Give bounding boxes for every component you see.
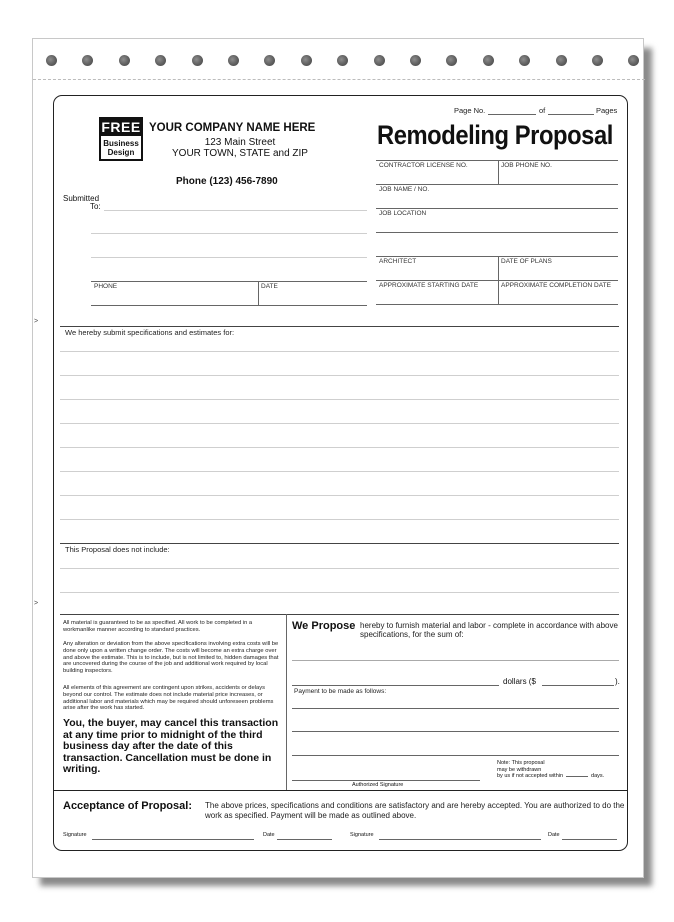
binding-hole	[119, 55, 130, 66]
buyer-date-field-1[interactable]	[277, 839, 332, 840]
spec-line[interactable]	[60, 447, 619, 448]
phone-date-divider	[258, 281, 259, 305]
logo-line-1: Business	[103, 139, 139, 148]
payment-field-1[interactable]	[292, 708, 619, 709]
not-include-rule	[60, 543, 619, 544]
payment-field-3[interactable]	[292, 755, 619, 756]
architect-field[interactable]	[376, 280, 618, 281]
form-sheet	[32, 38, 644, 878]
legal-para-3: All elements of this agreement are contingent upon strikes, accidents or delays beyond our control. The estimate does not include material price increases, or additional labor and materials which may be required should unforeseen problems arise after the work has started.	[63, 685, 274, 712]
note-line-3-text: by us if not accepted within	[497, 773, 564, 779]
proposal-form	[34, 95, 628, 851]
spec-line[interactable]	[60, 519, 619, 520]
binding-hole	[82, 55, 93, 66]
payment-label: Payment to be made as follows:	[294, 688, 387, 695]
legal-para-1: All material is guaranteed to be as specified. All work to be completed in a workmanlike manner according to standard practices.	[63, 620, 253, 633]
job-location-label: JOB LOCATION	[379, 210, 427, 217]
binding-hole	[46, 55, 57, 66]
license-phone-divider	[498, 160, 499, 184]
signature-label-2: Signature	[350, 832, 374, 838]
job-name-label: JOB NAME / NO.	[379, 186, 430, 193]
approx-completion-label: APPROXIMATE COMPLETION DATE	[501, 282, 611, 289]
buyer-date-field-2[interactable]	[562, 839, 617, 840]
note-line-2: may be withdrawn	[497, 766, 542, 773]
cancel-notice: You, the buyer, may cancel this transaction at any time prior to midnight of the third business day after the date of this transaction. Cancellation must be done in writing.	[63, 717, 279, 775]
job-location-field-1[interactable]	[376, 232, 618, 233]
company-name: YOUR COMPANY NAME HERE	[149, 122, 316, 134]
authorized-signature-field[interactable]	[292, 780, 480, 781]
not-include-label: This Proposal does not include:	[65, 545, 170, 554]
job-name-field[interactable]	[376, 208, 618, 209]
sum-line[interactable]	[292, 660, 619, 661]
submitted-label-line-2: To:	[90, 202, 101, 211]
architect-label: ARCHITECT	[379, 258, 417, 265]
acceptance-heading: Acceptance of Proposal:	[63, 800, 192, 812]
company-phone: Phone (123) 456-7890	[176, 176, 278, 187]
street-address: 123 Main Street	[204, 137, 276, 148]
spec-line[interactable]	[60, 351, 619, 352]
we-propose-heading: We Propose	[292, 620, 356, 632]
withdraw-note	[497, 760, 604, 780]
note-line-3	[497, 773, 604, 780]
free-business-design-logo	[99, 117, 143, 161]
payment-field-2[interactable]	[292, 731, 619, 732]
spec-line[interactable]	[60, 375, 619, 376]
section-marker-2: >	[34, 600, 39, 607]
binding-hole	[228, 55, 239, 66]
perforation-line	[33, 79, 645, 80]
binding-hole	[410, 55, 421, 66]
logo-line-2: Design	[107, 148, 135, 157]
binding-hole	[628, 55, 639, 66]
authorized-signature-label: Authorized Signature	[352, 782, 404, 788]
acceptance-text: The above prices, specifications and conditions are satisfactory and are hereby accepted. You are authorized to do the work as specified. Payment will be made as outlined above.	[205, 801, 625, 820]
days-field[interactable]	[566, 776, 588, 777]
note-line-1: Note: This proposal	[497, 760, 545, 766]
dollars-close: ).	[615, 677, 620, 686]
date-label-1: Date	[263, 832, 275, 838]
phone-field[interactable]	[91, 305, 367, 306]
buyer-signature-field-2[interactable]	[379, 839, 541, 840]
buyer-signature-field-1[interactable]	[92, 839, 254, 840]
contractor-license-label: CONTRACTOR LICENSE NO.	[379, 162, 468, 169]
not-include-line-1[interactable]	[60, 568, 619, 569]
binding-hole	[192, 55, 203, 66]
submitted-to-line-3[interactable]	[91, 257, 367, 258]
date-of-plans-label: DATE OF PLANS	[501, 258, 552, 265]
spec-line[interactable]	[60, 495, 619, 496]
phone-date-top-rule	[91, 281, 367, 282]
page-no-field[interactable]	[488, 114, 536, 115]
job-phone-label: JOB PHONE NO.	[501, 162, 552, 169]
spec-line[interactable]	[60, 471, 619, 472]
submitted-to-line-2[interactable]	[91, 233, 367, 234]
terms-top-rule	[60, 614, 619, 615]
we-propose-text: hereby to furnish material and labor - complete in accordance with above specifications, for the sum of:	[360, 621, 618, 639]
page-total-field[interactable]	[548, 114, 594, 115]
dollars-amount-field[interactable]	[542, 685, 614, 686]
page-no-label: Page No.	[454, 106, 486, 115]
approx-dates-field[interactable]	[376, 304, 618, 305]
phone-label: PHONE	[94, 283, 118, 290]
binding-hole	[446, 55, 457, 66]
binding-hole	[264, 55, 275, 66]
date-label-2: Date	[548, 832, 560, 838]
signature-label-1: Signature	[63, 832, 87, 838]
days-label: days.	[591, 773, 605, 779]
job-fields-top-rule	[376, 160, 618, 161]
approx-start-label: APPROXIMATE STARTING DATE	[379, 282, 479, 289]
binding-hole	[592, 55, 603, 66]
binding-hole	[337, 55, 348, 66]
specs-intro-label: We hereby submit specifications and estimates for:	[65, 328, 235, 337]
city-state-zip: YOUR TOWN, STATE and ZIP	[172, 148, 308, 159]
binding-hole	[374, 55, 385, 66]
specs-top-rule	[60, 326, 619, 327]
submitted-to-label	[63, 195, 101, 211]
binding-hole	[301, 55, 312, 66]
date-label: DATE	[261, 283, 278, 290]
acceptance-top-rule	[54, 790, 627, 791]
sum-words-field[interactable]	[292, 685, 499, 686]
terms-divider	[286, 614, 287, 790]
logo-free-text: FREE	[101, 119, 141, 135]
of-label: of	[539, 106, 546, 115]
submitted-to-line-1[interactable]	[104, 210, 367, 211]
pages-label: Pages	[596, 106, 618, 115]
binding-hole	[483, 55, 494, 66]
submitted-label-line-1: Submitted	[63, 194, 100, 203]
legal-para-2: Any alteration or deviation from the above specifications involving extra costs will be done only upon a written change order. The costs will become an extra charge over and above the estimate. This is to include, but is not limited to, hidden damages that are uncovered during the course of the job and additional work required by local building inspectors.	[63, 641, 279, 675]
spec-line[interactable]	[60, 399, 619, 400]
binding-hole	[519, 55, 530, 66]
section-marker-1: >	[34, 318, 39, 325]
binding-hole	[155, 55, 166, 66]
job-location-field-2[interactable]	[376, 256, 618, 257]
dollars-label: dollars ($	[503, 677, 536, 686]
contractor-license-field[interactable]	[376, 184, 618, 185]
spec-line[interactable]	[60, 423, 619, 424]
logo-caption	[101, 139, 141, 157]
binding-hole	[556, 55, 567, 66]
form-title: Remodeling Proposal	[377, 120, 613, 150]
not-include-line-2[interactable]	[60, 592, 619, 593]
